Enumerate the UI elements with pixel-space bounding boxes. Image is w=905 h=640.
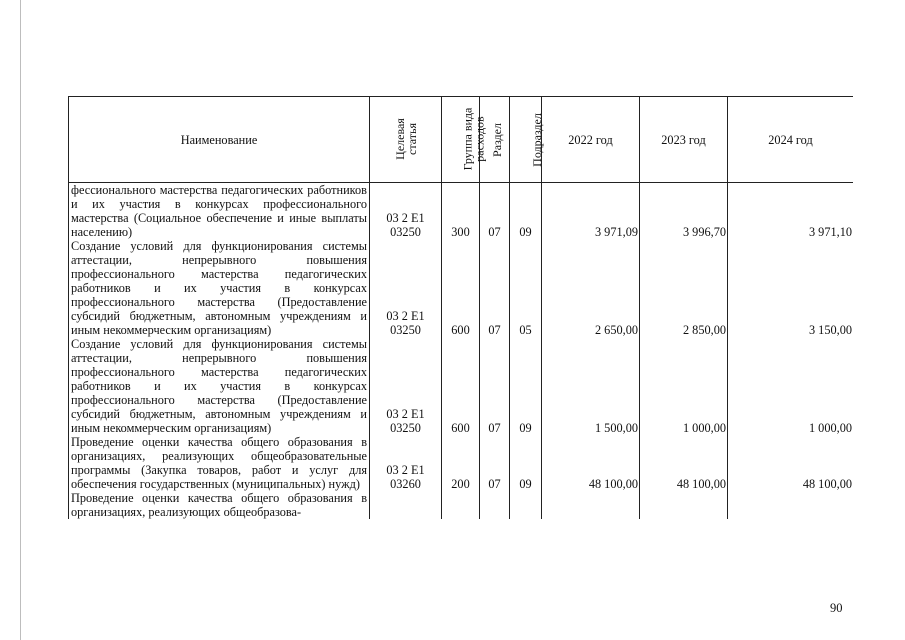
row-subsection: 05 [510,239,542,337]
table-row [69,491,854,519]
row-subsection [510,491,542,519]
budget-table-container [68,96,853,596]
table-row [69,435,854,491]
row-2022: 48 100,00 [542,435,640,491]
row-2024: 1 000,00 [728,337,854,435]
row-section: 07 [480,239,510,337]
header-target-article: Целевая статья [370,97,442,183]
table-row [69,183,854,240]
row-group: 300 [442,183,480,240]
row-article [370,491,442,519]
row-2023: 3 996,70 [640,183,728,240]
header-section: Раздел [480,97,510,183]
row-2023: 1 000,00 [640,337,728,435]
row-section: 07 [480,183,510,240]
row-section: 07 [480,435,510,491]
row-2022: 2 650,00 [542,239,640,337]
row-2024 [728,491,854,519]
row-article: 03 2 E1 03250 [370,239,442,337]
row-name: фессионального мастерства педагогических работников и их участия в конкурсах профессионального мастерства (Социальное обеспечение и иные выплаты населению) [69,183,370,240]
row-name: Создание условий для функционирования системы аттестации, непрерывного повышения профессионального мастерства педагогических работников и их участия в конкурсах профессионального мастерства (Предоставление субсидий бюджетным, автономным учреждениям и иным некоммерческим организациям) [69,337,370,435]
header-year-2023: 2023 год [640,97,728,183]
row-2022: 1 500,00 [542,337,640,435]
header-expense-group: Группа вида расходов [442,97,480,183]
row-group: 600 [442,239,480,337]
row-article: 03 2 E1 03250 [370,337,442,435]
page-margin-rule [20,0,21,640]
row-subsection: 09 [510,435,542,491]
row-2022 [542,491,640,519]
table-header-row [69,97,854,183]
row-group: 200 [442,435,480,491]
row-group [442,491,480,519]
row-section [480,491,510,519]
row-name: Создание условий для функционирования системы аттестации, непрерывного повышения профессионального мастерства педагогических работников и их участия в конкурсах профессионального мастерства (Предоставление субсидий бюджетным, автономным учреждениям и иным некоммерческим организациям) [69,239,370,337]
row-2023: 48 100,00 [640,435,728,491]
row-2023 [640,491,728,519]
row-2024: 3 150,00 [728,239,854,337]
table-row [69,239,854,337]
row-section: 07 [480,337,510,435]
row-2024: 3 971,10 [728,183,854,240]
row-group: 600 [442,337,480,435]
row-2024: 48 100,00 [728,435,854,491]
row-name: Проведение оценки качества общего образования в организациях, реализующих общеобразова- [69,491,370,519]
header-year-2024: 2024 год [728,97,854,183]
header-year-2022: 2022 год [542,97,640,183]
header-subsection: Подраздел [510,97,542,183]
row-2022: 3 971,09 [542,183,640,240]
row-name: Проведение оценки качества общего образования в организациях, реализующих общеобразовательные программы (Закупка товаров, работ и услуг для обеспечения государственных (муниципальных) нужд) [69,435,370,491]
table-row [69,337,854,435]
row-article: 03 2 E1 03260 [370,435,442,491]
row-article: 03 2 E1 03250 [370,183,442,240]
header-name: Наименование [69,97,370,183]
row-subsection: 09 [510,183,542,240]
page-number: 90 [830,601,843,615]
row-2023: 2 850,00 [640,239,728,337]
row-subsection: 09 [510,337,542,435]
budget-table [68,96,853,519]
